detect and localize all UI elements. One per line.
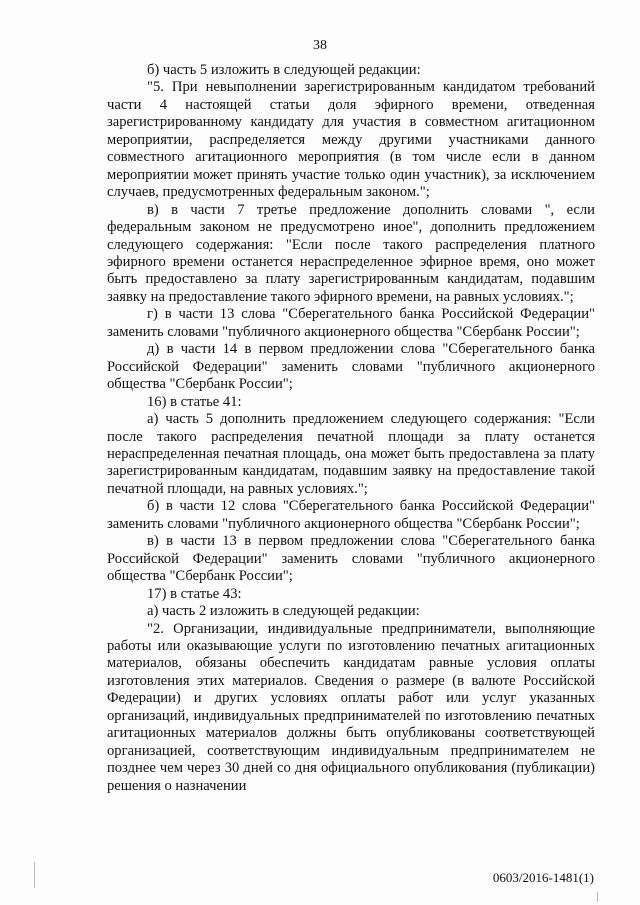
paragraph: б) в части 12 слова "Сберегательного банка Российской Федерации" заменить словами "публичного акционерного общества "Сбербанк России"; (107, 498, 595, 532)
paragraph: 17) в статье 43: (147, 585, 242, 602)
paragraph: "2. Организации, индивидуальные предприниматели, выполняющие работы или оказывающие услуги по изготовлению печатных агитационных материалов, обязаны обеспечить кандидатам равные условия оплаты изготовления этих материалов. Сведения о размере (в валюте Российской Федерации) и других условиях оплаты работ или услуг указанных организаций, индивидуальных предпринимателей по изготовлению печатных агитационных материалов должны быть опубликованы соответствующей организацией, соответствующим индивидуальным предпринимателем не позднее чем через 30 дней со дня официального опубликования (публикации) решения о назначении (107, 620, 595, 794)
paragraph: в) в части 13 в первом предложении слова "Сберегательного банка Российской Федерации" заменить словами "публичного акционерного общества "Сбербанк России"; (107, 533, 595, 585)
paragraph: а) часть 2 изложить в следующей редакции: (147, 603, 420, 620)
scan-artifact (597, 892, 598, 902)
scan-artifact (34, 862, 35, 888)
paragraph: д) в части 14 в первом предложении слова "Сберегательного банка Российской Федерации" заменить словами "публичного акционерного общества "Сбербанк России"; (107, 341, 595, 393)
paragraph: г) в части 13 слова "Сберегательного банка Российской Федерации" заменить словами "публичного акционерного общества "Сбербанк России"; (107, 306, 595, 340)
document-code: 0603/2016-1481(1) (492, 870, 594, 885)
paragraph: "5. При невыполнении зарегистрированным кандидатом требований части 4 настоящей статьи доля эфирного времени, отведенная зарегистрированному кандидату для участия в совместном агитационном мероприятии, распределяется между другими участниками данного совместного агитационного мероприятия (в том числе если в данном мероприятии может принять участие только один участник), за исключением случаев, предусмотренных федеральным законом."; (107, 79, 595, 201)
paragraph: а) часть 5 дополнить предложением следующего содержания: "Если после такого распределения печатной площади за плату останется нераспределенная печатная площадь, она может быть предоставлена за плату зарегистрированным кандидатам, подавшим заявку на предоставление такой печатной площади, на равных условиях."; (107, 411, 595, 497)
body-text (107, 62, 595, 795)
paragraph: в) в части 7 третье предложение дополнить словами ", если федеральным законом не предусмотрено иное", дополнить предложением следующего содержания: "Если после такого распределения платного эфирного времени останется нераспределенное эфирное время, оно может быть предоставлено за плату зарегистрированным кандидатам, подавшим заявку на предоставление такого эфирного времени, на равных условиях."; (107, 201, 595, 305)
page-number: 38 (313, 38, 327, 53)
paragraph: б) часть 5 изложить в следующей редакции: (147, 62, 421, 78)
paragraph: 16) в статье 41: (147, 393, 242, 410)
